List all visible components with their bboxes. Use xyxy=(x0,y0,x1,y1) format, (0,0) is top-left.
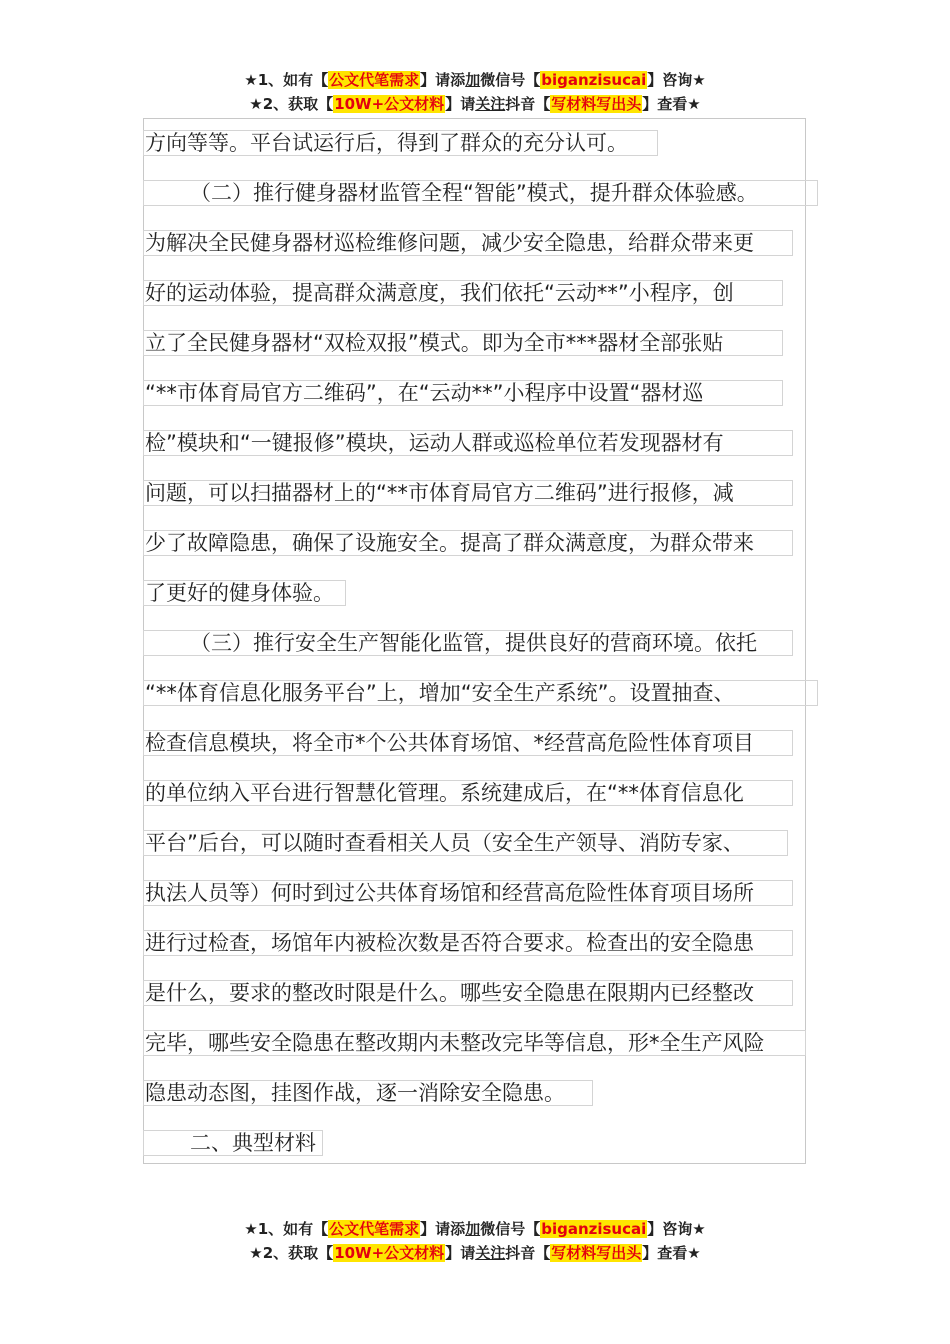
body-text-line: 少了故障隐患，确保了设施安全。提高了群众满意度，为群众带来 xyxy=(145,531,754,555)
chapter-heading: 二、典型材料 xyxy=(190,1131,316,1155)
body-text-line: 隐患动态图，挂图作战，逐一消除安全隐患。 xyxy=(145,1081,565,1105)
top-banner xyxy=(0,68,950,116)
banner-line-2: ★2、获取【10W+公文材料】请关注抖音【写材料写出头】查看★ xyxy=(249,95,701,113)
body-text-line: 检”模块和“一键报修”模块，运动人群或巡检单位若发现器材有 xyxy=(145,431,724,455)
body-text-line: 了更好的健身体验。 xyxy=(145,581,334,605)
bottom-banner xyxy=(0,1217,950,1265)
body-text-line: 执法人员等）何时到过公共体育场馆和经营高危险性体育项目场所 xyxy=(145,881,754,905)
banner-line-2: ★2、获取【10W+公文材料】请关注抖音【写材料写出头】查看★ xyxy=(249,1244,701,1262)
body-text-line: “**市体育局官方二维码”，在“云动**”小程序中设置“器材巡 xyxy=(145,381,704,405)
banner-line-1: ★1、如有【公文代笔需求】请添加微信号【biganzisucai】咨询★ xyxy=(244,71,706,89)
banner-line-1: ★1、如有【公文代笔需求】请添加微信号【biganzisucai】咨询★ xyxy=(244,1220,706,1238)
body-text-line: 的单位纳入平台进行智慧化管理。系统建成后，在“**体育信息化 xyxy=(145,781,744,805)
highlight-text: 公文代笔需求 xyxy=(329,1220,420,1238)
body-text-line: 检查信息模块，将全市*个公共体育场馆、*经营高危险性体育项目 xyxy=(145,731,754,755)
highlight-text: 10W+公文材料 xyxy=(334,95,445,113)
section-heading-3: （三）推行安全生产智能化监管，提供良好的营商环境。依托 xyxy=(190,631,757,655)
body-text-line: 是什么，要求的整改时限是什么。哪些安全隐患在限期内已经整改 xyxy=(145,981,754,1005)
body-text-line: 立了全民健身器材“双检双报”模式。即为全市***器材全部张贴 xyxy=(145,331,724,355)
body-text-line: 为解决全民健身器材巡检维修问题，减少安全隐患，给群众带来更 xyxy=(145,231,754,255)
highlight-text: 10W+公文材料 xyxy=(334,1244,445,1262)
highlight-text: 写材料写出头 xyxy=(551,1244,642,1262)
section-heading-2: （二）推行健身器材监管全程“智能”模式，提升群众体验感。 xyxy=(190,181,758,205)
highlight-text: 写材料写出头 xyxy=(551,95,642,113)
body-text-line: 好的运动体验，提高群众满意度，我们依托“云动**”小程序，创 xyxy=(145,281,734,305)
body-text-line: “**体育信息化服务平台”上，增加“安全生产系统”。设置抽查、 xyxy=(145,681,735,705)
highlight-text: biganzisucai xyxy=(541,1220,647,1238)
body-text-line: 进行过检查，场馆年内被检次数是否符合要求。检查出的安全隐患 xyxy=(145,931,754,955)
body-text-line: 平台”后台，可以随时查看相关人员（安全生产领导、消防专家、 xyxy=(145,831,744,855)
body-text-line: 方向等等。平台试运行后，得到了群众的充分认可。 xyxy=(145,131,628,155)
highlight-text: biganzisucai xyxy=(541,71,647,89)
highlight-text: 公文代笔需求 xyxy=(329,71,420,89)
body-text-line: 问题，可以扫描器材上的“**市体育局官方二维码”进行报修，减 xyxy=(145,481,734,505)
body-text-line: 完毕，哪些安全隐患在整改期内未整改完毕等信息，形*全生产风险 xyxy=(145,1031,765,1055)
